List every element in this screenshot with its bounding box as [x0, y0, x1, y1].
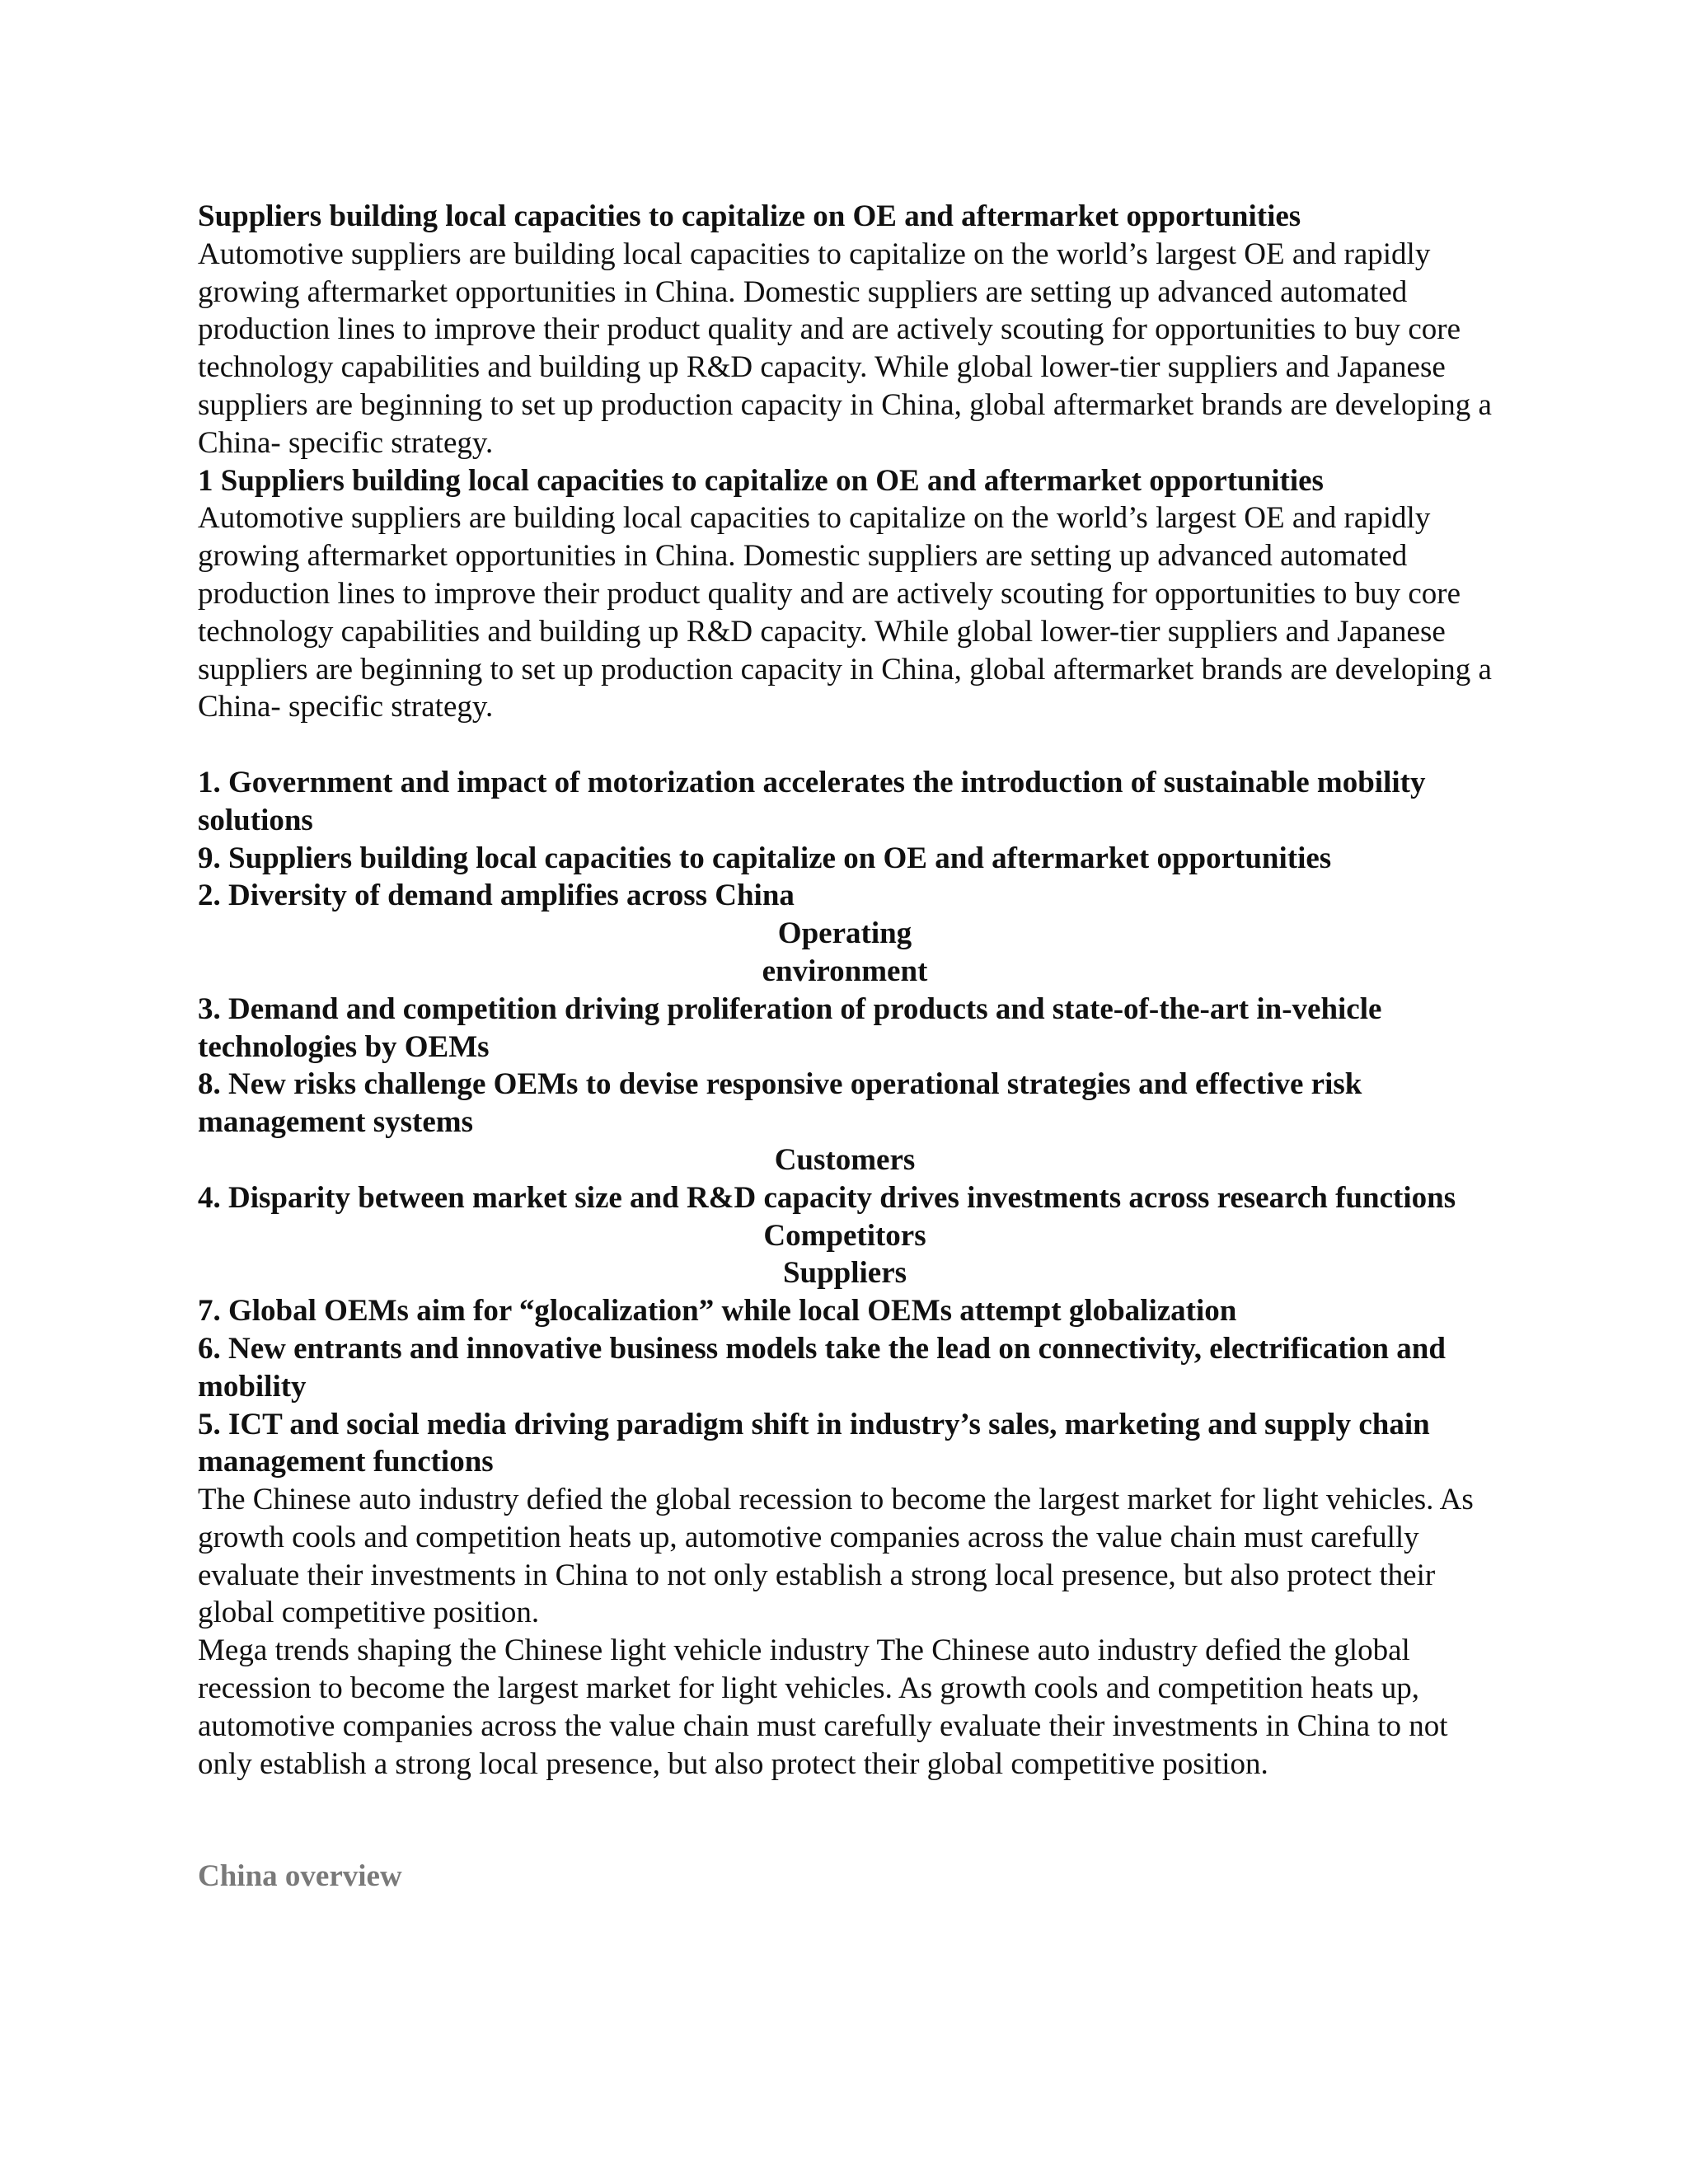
trend-item: 6. New entrants and innovative business models take the lead on connectivity, electrification and mobility [198, 1331, 1446, 1404]
category-label: environment [762, 954, 928, 988]
trend-item: 5. ICT and social media driving paradigm shift in industry’s sales, marketing and supply chain management functions [198, 1407, 1430, 1479]
category-label: Operating [777, 916, 912, 951]
closing-paragraph: The Chinese auto industry defied the global recession to become the largest market for light vehicles. As growth cools and competition heats up, automotive companies across the value chain must carefully evaluate their investments in China to not only establish a strong local presence, but also protect their global competitive position. [198, 1483, 1474, 1630]
trend-item: 8. New risks challenge OEMs to devise responsive operational strategies and effective risk management systems [198, 1067, 1362, 1140]
trend-item: 7. Global OEMs aim for “glocalization” while local OEMs attempt globalization [198, 1294, 1237, 1329]
category-label: Suppliers [782, 1256, 907, 1291]
section-paragraph: Automotive suppliers are building local capacities to capitalize on the world’s largest OE and rapidly growing aftermarket opportunities in China. Domestic suppliers are setting up advanced automated production lines to improve their product quality and are actively scouting for opportunities to buy core technology capabilities and building up R&D capacity. While global lower-tier suppliers and Japanese suppliers are beginning to set up production capacity in China, global aftermarket brands are developing a China- specific strategy. [198, 501, 1492, 724]
trend-item: 2. Diversity of demand amplifies across China [198, 879, 795, 913]
spacer [198, 726, 1492, 764]
trend-item: 3. Demand and competition driving proliferation of products and state-of-the-art in-vehicle technologies by OEMs [198, 991, 1382, 1064]
section-heading: 1 Suppliers building local capacities to capitalize on OE and aftermarket opportunities [198, 463, 1324, 498]
footer-heading: China overview [198, 1859, 402, 1894]
spacer [198, 1783, 1492, 1858]
section-paragraph: Automotive suppliers are building local capacities to capitalize on the world’s largest OE and rapidly growing aftermarket opportunities in China. Domestic suppliers are setting up advanced automated production lines to improve their product quality and are actively scouting for opportunities to buy core technology capabilities and building up R&D capacity. While global lower-tier suppliers and Japanese suppliers are beginning to set up production capacity in China, global aftermarket brands are developing a China- specific strategy. [198, 237, 1492, 460]
trend-item: 9. Suppliers building local capacities to capitalize on OE and aftermarket opportunities [198, 841, 1332, 875]
category-label: Customers [774, 1142, 916, 1177]
trend-item: 1. Government and impact of motorization accelerates the introduction of sustainable mobility solutions [198, 765, 1426, 837]
document-page [198, 198, 1492, 1896]
trend-item: 4. Disparity between market size and R&D capacity drives investments across research functions [198, 1180, 1456, 1215]
section-heading: Suppliers building local capacities to capitalize on OE and aftermarket opportunities [198, 199, 1301, 233]
closing-paragraph: Mega trends shaping the Chinese light vehicle industry The Chinese auto industry defied the global recession to become the largest market for light vehicles. As growth cools and competition heats up, automotive companies across the value chain must carefully evaluate their investments in China to not only establish a strong local presence, but also protect their global competitive position. [198, 1633, 1448, 1781]
category-label: Competitors [763, 1218, 926, 1253]
